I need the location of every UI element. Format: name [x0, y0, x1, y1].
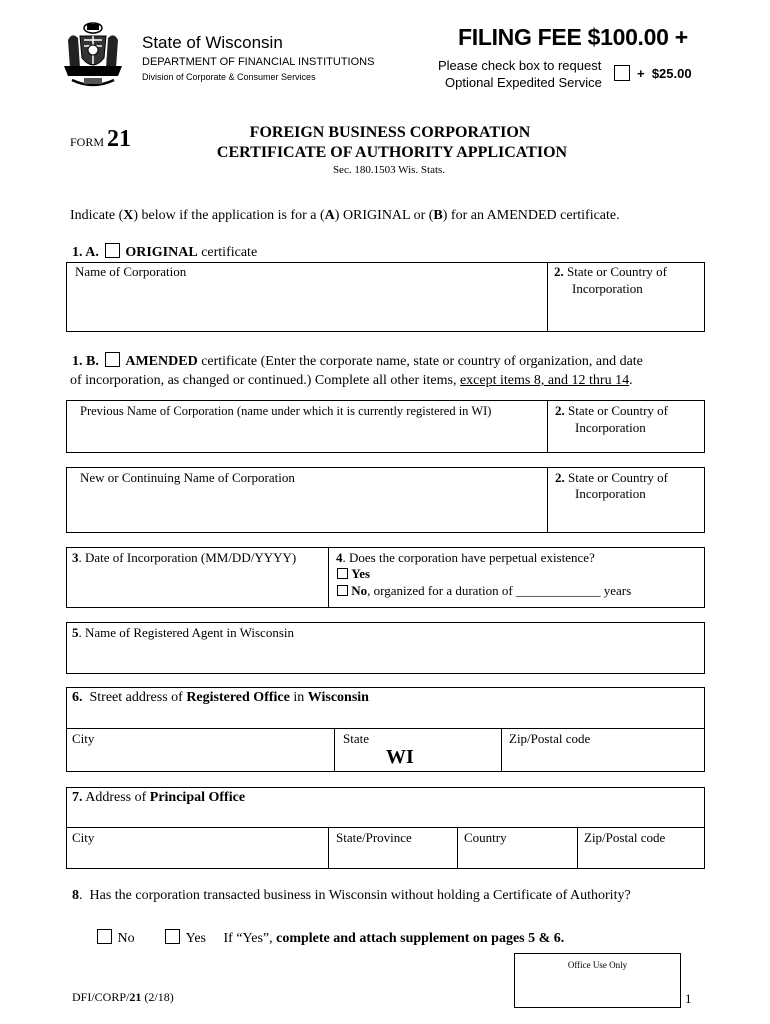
state-name: State of Wisconsin: [142, 33, 283, 52]
expedited-fee: + $25.00: [637, 66, 692, 81]
division-name: Division of Corporate & Consumer Services: [142, 72, 316, 82]
original-label: ORIGINAL: [125, 245, 198, 260]
item-5-text: . Name of Registered Agent in Wisconsin: [78, 625, 295, 640]
transacted-no-label: No: [117, 931, 135, 946]
item-6-number: 6.: [72, 690, 83, 705]
state-country-text: State or Country of: [568, 470, 669, 485]
instructions-b: B: [433, 208, 443, 223]
statute-reference: Sec. 180.1503 Wis. Stats.: [332, 164, 446, 176]
item-6-text: in: [289, 690, 308, 705]
item-6-text: Street address of: [82, 690, 187, 705]
perpetual-no-checkbox[interactable]: [337, 585, 348, 596]
amended-label: AMENDED: [125, 354, 198, 369]
perpetual-yes-checkbox[interactable]: [337, 568, 348, 579]
name-of-corporation-label: Name of Corporation: [75, 264, 187, 279]
item-2-number: 2.: [555, 470, 565, 485]
section-1a-number: 1. A.: [72, 245, 99, 260]
form-code-prefix: DFI/CORP/: [72, 990, 130, 1004]
registered-office-city-field[interactable]: [67, 729, 333, 771]
state-country-text: State or Country of: [567, 264, 668, 279]
item-4-number: 4: [336, 550, 343, 565]
incorporation-label: Incorporation: [575, 486, 646, 501]
form-title-line2: CERTIFICATE OF AUTHORITY APPLICATION: [216, 144, 568, 161]
divider: [328, 547, 329, 608]
expedited-request-line2: Optional Expedited Service: [445, 75, 602, 90]
original-rest: certificate: [197, 245, 258, 260]
item-3-number: 3: [72, 550, 79, 565]
perpetual-no-label: No: [351, 583, 368, 598]
perpetual-yes-option: [337, 566, 370, 582]
state-value: WI: [386, 746, 414, 768]
divider: [547, 262, 548, 332]
transacted-no-checkbox[interactable]: [97, 929, 112, 944]
wisconsin-seal: [60, 18, 126, 94]
if-yes-text: If “Yes”,: [223, 931, 277, 946]
amended-rest: certificate (Enter the corporate name, state or country of organization, and date: [197, 354, 643, 369]
instructions-text: ) for an AMENDED certificate.: [442, 208, 620, 223]
item-7-text: Address of: [82, 790, 150, 805]
principal-city-field[interactable]: [67, 828, 327, 868]
supplement-instruction: complete and attach supplement on pages 5 & 6.: [276, 931, 565, 946]
transacted-yes-checkbox[interactable]: [165, 929, 180, 944]
item-3-text: . Date of Incorporation (MM/DD/YYYY): [78, 550, 297, 565]
divider: [334, 728, 335, 772]
section-1a-heading: [72, 243, 257, 261]
state-country-text: State or Country of: [568, 403, 669, 418]
form-title-line1: FOREIGN BUSINESS CORPORATION: [249, 124, 531, 141]
city-label: City: [72, 731, 95, 746]
zip-label: Zip/Postal code: [509, 731, 591, 746]
amended-exceptions: except items 8, and 12 thru 14: [459, 373, 630, 388]
item-2-number: 2.: [554, 264, 564, 279]
filing-fee: FILING FEE $100.00 +: [458, 24, 688, 50]
form-number: 21: [107, 126, 132, 152]
section-1b-line2: [70, 373, 633, 389]
item-8-options: [97, 929, 564, 947]
page-number: 1: [685, 991, 692, 1006]
wisconsin-bold: Wisconsin: [307, 690, 369, 705]
duration-text: , organized for a duration of _____________ years: [367, 583, 632, 598]
amended-text: of incorporation, as changed or continued.) Complete all other items,: [70, 373, 460, 388]
amended-text-end: .: [629, 373, 633, 388]
perpetual-no-option: [337, 583, 631, 599]
form-word: FORM: [70, 135, 105, 149]
new-name-label: New or Continuing Name of Corporation: [80, 470, 295, 485]
city-label: City: [72, 830, 95, 845]
state-country-label: [555, 403, 668, 419]
registered-office-bold: Registered Office: [186, 690, 290, 705]
state-country-label: [554, 264, 667, 280]
item-8-question: [72, 888, 631, 904]
form-code: [72, 990, 174, 1005]
section-1b-number: 1. B.: [72, 354, 99, 369]
item-4-text: . Does the corporation have perpetual existence?: [342, 550, 595, 565]
principal-office-label: [72, 790, 245, 806]
instructions-a: A: [324, 208, 335, 223]
instructions-text: Indicate (: [70, 208, 124, 223]
form-code-date: (2/18): [141, 990, 174, 1004]
instructions-text: ) below if the application is for a (: [133, 208, 325, 223]
section-1b-heading: [72, 352, 643, 370]
state-country-label: [555, 470, 668, 486]
office-use-label: Office Use Only: [567, 960, 628, 970]
state-province-label: State/Province: [336, 830, 412, 845]
form-code-number: 21: [129, 990, 142, 1004]
department-name: DEPARTMENT OF FINANCIAL INSTITUTIONS: [142, 56, 375, 68]
original-checkbox[interactable]: [105, 243, 120, 258]
perpetual-existence-question: [336, 550, 595, 566]
zip-label: Zip/Postal code: [584, 830, 666, 845]
incorporation-label: Incorporation: [575, 420, 646, 435]
incorporation-label: Incorporation: [572, 281, 643, 296]
instructions: [70, 208, 620, 224]
registered-agent-label: [72, 625, 294, 641]
expedited-service-checkbox[interactable]: [614, 65, 630, 81]
previous-name-label: Previous Name of Corporation (name under which it is currently registered in WI): [80, 404, 492, 418]
instructions-x: X: [123, 208, 134, 223]
state-label: State: [343, 731, 369, 746]
item-5-number: 5: [72, 625, 79, 640]
item-2-number: 2.: [555, 403, 565, 418]
date-of-incorporation-label: [72, 550, 296, 566]
item-8-number: 8: [72, 888, 79, 903]
principal-office-bold: Principal Office: [149, 790, 246, 805]
registered-office-label: [72, 690, 369, 706]
item-7-number: 7.: [72, 790, 83, 805]
expedited-request-line1: Please check box to request: [438, 58, 602, 73]
country-label: Country: [464, 830, 507, 845]
divider: [547, 400, 548, 453]
item-8-text: . Has the corporation transacted business in Wisconsin without holding a Certificate of Authority?: [79, 888, 631, 903]
transacted-yes-label: Yes: [185, 931, 206, 946]
perpetual-yes-label: Yes: [351, 566, 371, 581]
instructions-text: ) ORIGINAL or (: [334, 208, 434, 223]
divider: [547, 467, 548, 533]
amended-checkbox[interactable]: [105, 352, 120, 367]
